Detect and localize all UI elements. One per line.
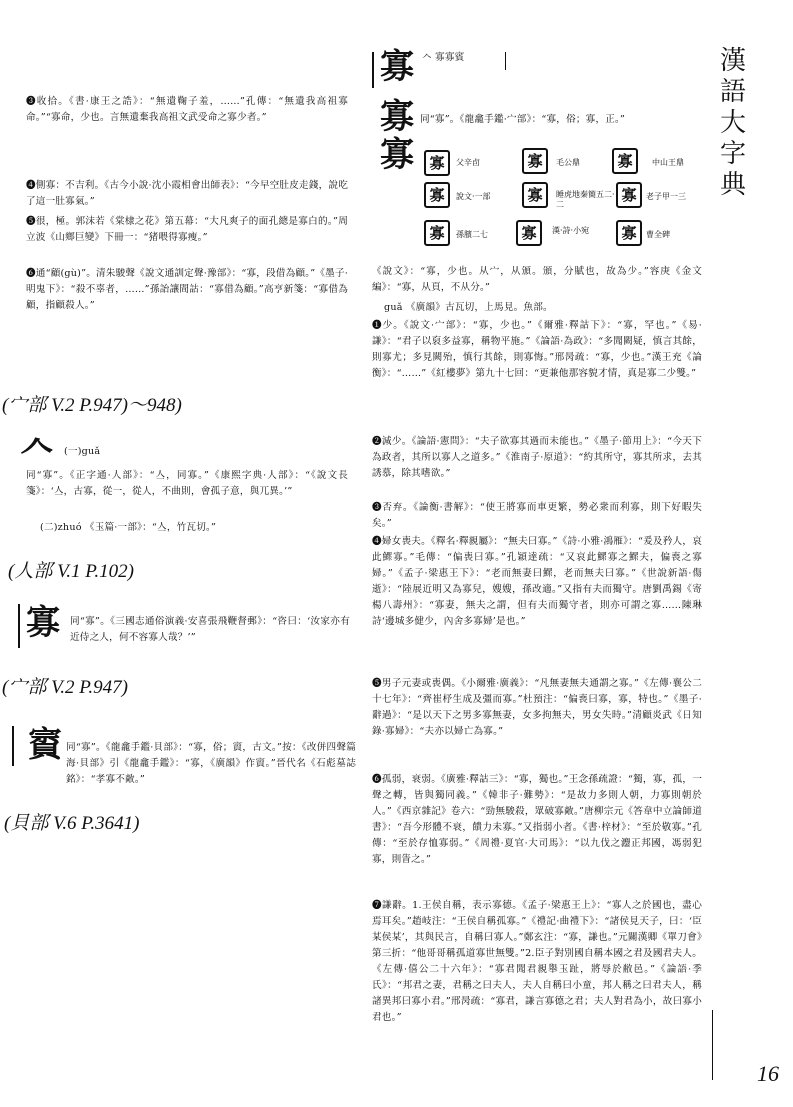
variant-forms-label: 𠆢 寡寡賓: [422, 52, 465, 63]
glyph-source-label: 老子甲一三: [646, 192, 686, 201]
title-char: 典: [719, 170, 746, 200]
etymology-paragraph: 《說文》：“寡，少也。从宀，从頒。頒，分賦也，故為少。”容庚《金文編》：“寡，从頁，不从分。”: [372, 266, 702, 293]
right-definition-1: ❶少。《說文·宀部》：“寡，少也。”《爾雅·釋詁下》：“寡，罕也。”《易·謙》：“君子以裒多益寡，稱物平施。”《論語·為政》：“多聞闕疑，慎言其餘，則寡尤；多見闕殆，慎行其餘，則寡悔。”邢昺疏：“寡，少也。”漢王充《論衡》：“……”《紅樓夢》第九十七回：“更兼他那容貌才情，真是寡二少雙。”: [372, 320, 702, 379]
right-definition-4: ❹婦女喪夫。《釋名·釋親屬》：“無夫曰寡。”《詩·小雅·鴻雁》：“爰及矜人，哀此鰥寡。”毛傳：“偏喪曰寡。”孔穎達疏：“又哀此鰥寡之鰥夫，偏喪之寡婦。”《孟子·梁惠王下》：“老而無妻曰鰥，老而無夫曰寡。”《世說新語·傷逝》：“陸展近明又為寡兒，嫂嫂，孫改適。”又指有夫而獨守。唐劉禹錫《寄楊八壽州》：“寡妻，無夫之謂，但有夫而獨守者，則亦可謂之寡……陳琳詩‘邊城多健少，內舍多寡婦’是也。”: [372, 536, 702, 627]
ancient-glyph: 寡: [424, 182, 450, 208]
right-definition-5: ❺男子元妻或喪偶。《小爾雅·廣義》：“凡無妻無夫通謂之寡。”《左傳·襄公二十七年》：“齊崔杼生成及彊而寡。”杜預注：“偏喪曰寡，寡，特也。”《墨子·辭過》：“是以天下之男多寡無妻，女多拘無夫，男女失時。”清顧炎武《日知錄·寡婦》：“夫亦以婦亡為寡。”: [372, 678, 702, 737]
margin-bracket: [372, 52, 374, 88]
ancient-glyph: 寡: [516, 220, 542, 246]
glyph-source-label: 曹全碑: [646, 230, 670, 239]
title-char: 漢: [719, 46, 746, 76]
right-definition-3: ❸否弃。《論衡·書解》：“使王將寡而車更繁，勢必衆而利寡，則下好暇失矣。”: [372, 502, 702, 529]
ancient-glyph: 寡: [616, 220, 642, 246]
pronunciation-line: guǎ 《廣韻》古瓦切，上馬見。魚部。: [384, 302, 553, 313]
margin-bracket: [18, 604, 20, 648]
glyph-source-label: 孫臏二七: [456, 230, 488, 239]
margin-line: [712, 1010, 713, 1080]
left-definition-5: ❺很，極。郭沫若《棠棣之花》第五幕：“大凡爽子的面孔總是寡白的。”周立波《山鄉巨變》下冊一：“猪喂得寡瘦。”: [26, 216, 348, 243]
ancient-glyph: 寡: [522, 182, 548, 208]
variant-headword-char: 寡: [380, 97, 414, 137]
ancient-glyph: 寡: [424, 150, 450, 176]
headword-definition: 同“寡”。《龍龕手鑑·貝部》：“寡，俗；賨，古文。”按：《改併四聲篇海·貝部》引《龍龕手鑑》：“寡，《廣韻》作賨。”晉代名《石彪墓誌銘》：“孝寡不敵。”: [66, 742, 356, 785]
headword-char: 寡: [26, 603, 60, 643]
headword-char: 𠆢: [20, 429, 54, 469]
headword-definition-2: (二)zhuó 《玉篇·一部》：“亼，竹瓦切。”: [40, 522, 217, 533]
right-definition-7: ❼謙辭。1.王侯自稱，表示寡德。《孟子·梁惠王上》：“寡人之於國也，盡心焉耳矣。”趙岐注：“王侯自稱孤寡。”《禮記·曲禮下》：“諸侯見天子，曰：‘臣某侯某’，其與民言，自稱曰寡人。”鄭玄注：“寡，謙也。”元關漢卿《單刀會》第三折：“他哥哥稱孤道寡世無雙。”2.臣子對別國自稱本國之君及國君夫人。《左傳·僖公二十六年》：“寡君聞君親舉玉趾，將辱於敝邑。”《論語·季氏》：“邦君之妻，君稱之曰夫人，夫人自稱曰小童，邦人稱之曰君夫人，稱諸異邦曰寡小君。”邢昺疏：“寡君，謙言寡德之君；夫人對君為小，故曰寡小君也。”: [372, 900, 702, 1023]
left-definition-3: ❸收拾。《書·康王之誥》：“無遺鞠子羞，……”孔傳：“無遺我高祖寡命。”“寡命，少也。言無遺棄我高祖文武受命之寡少者。”: [26, 96, 348, 123]
ancient-glyph: 寡: [616, 182, 642, 208]
variant-headword-char: 寡: [380, 135, 414, 175]
handwritten-reference: (宀部 V.2 P.947)～948): [2, 395, 182, 416]
title-char: 語: [719, 77, 746, 107]
margin-tick: [505, 52, 506, 70]
margin-bracket: [12, 726, 14, 766]
headword-pronunciation: (一)guǎ: [64, 446, 101, 457]
glyph-source-label: 中山王鼎: [652, 158, 684, 167]
left-definition-4: ❹側寡：不吉利。《古今小說·沈小霞相會出師表》：“今早空肚皮走錢，說吃了這一肚寡氣。”: [26, 180, 348, 207]
glyph-source-label: 睡虎地秦簡五二·二: [556, 190, 615, 209]
title-char: 字: [719, 139, 746, 169]
variant-definition: 同“寡”。《龍龕手鑑·宀部》：“寡，俗；寡，正。”: [420, 114, 626, 125]
headword-char: 賨: [28, 725, 62, 765]
dictionary-title: [713, 46, 753, 201]
ancient-glyph: 寡: [522, 148, 548, 174]
title-char: 大: [719, 108, 746, 138]
main-headword-char: 寡: [380, 47, 414, 87]
headword-definition: 同“寡”。《正字通·人部》：“亼，同寡。”《康熙字典·人部》：“《說文長箋》：‘亼，古寡，從一，從人，不曲則，會孤子意，與兀異。’”: [26, 470, 348, 497]
glyph-source-label: 父辛卣: [456, 158, 480, 167]
ancient-glyph: 寡: [424, 220, 450, 246]
handwritten-reference: (貝部 V.6 P.3641): [4, 813, 140, 834]
right-definition-6: ❻孤弱，衰弱。《廣雅·釋詁三》：“寡，獨也。”王念孫疏證：“獨，寡，孤，一聲之轉，皆與獨同義。”《韓非子·難勢》：“是故力多則人朝，力寡則朝於人。”《西京雜記》卷六：“勁無駿殺，眾破寡敵。”唐柳宗元《答韋中立論師道書》：“吾今形體不衰，饋力未寡。”又指弱小者。《書·梓材》：“至於敬寡。”孔傳：“至於存恤寡弱。”《周禮·夏官·大司馬》：“以九伐之灋正邦國，馮弱犯寡，則眚之。”: [372, 774, 702, 865]
glyph-source-label: 說文·一部: [456, 192, 491, 201]
headword-definition: 同“寡”。《三國志通俗演義·安喜張飛鞭督郵》：“咨曰：‘汝家亦有近侍之人，何不容寡人哉？’”: [70, 616, 350, 643]
glyph-source-label: 毛公鼎: [556, 158, 580, 167]
handwritten-reference: (人部 V.1 P.102): [8, 561, 134, 582]
ancient-glyph: 寡: [612, 148, 638, 174]
handwritten-reference: (宀部 V.2 P.947): [2, 677, 128, 698]
glyph-source-label: 漢·詩·小宛: [552, 226, 590, 235]
right-definition-2: ❷減少。《論語·憲問》：“夫子欲寡其過而未能也。”《墨子·節用上》：“今天下為政者，其所以寡人之道多。”《淮南子·原道》：“約其所守，寡其所求，去其誘慕，除其嗜欲。”: [372, 436, 702, 479]
page-number: 16: [757, 1061, 779, 1086]
left-definition-6: ❻通“顧(gù)”。清朱駿聲《說文通訓定聲·豫部》：“寡，段借為顧。”《墨子·明鬼下》：“殺不辜者，……”孫詒讓間詁：“寡借為顧。”高亨新箋：“寡借為顧，指顧殺人。”: [26, 268, 348, 311]
